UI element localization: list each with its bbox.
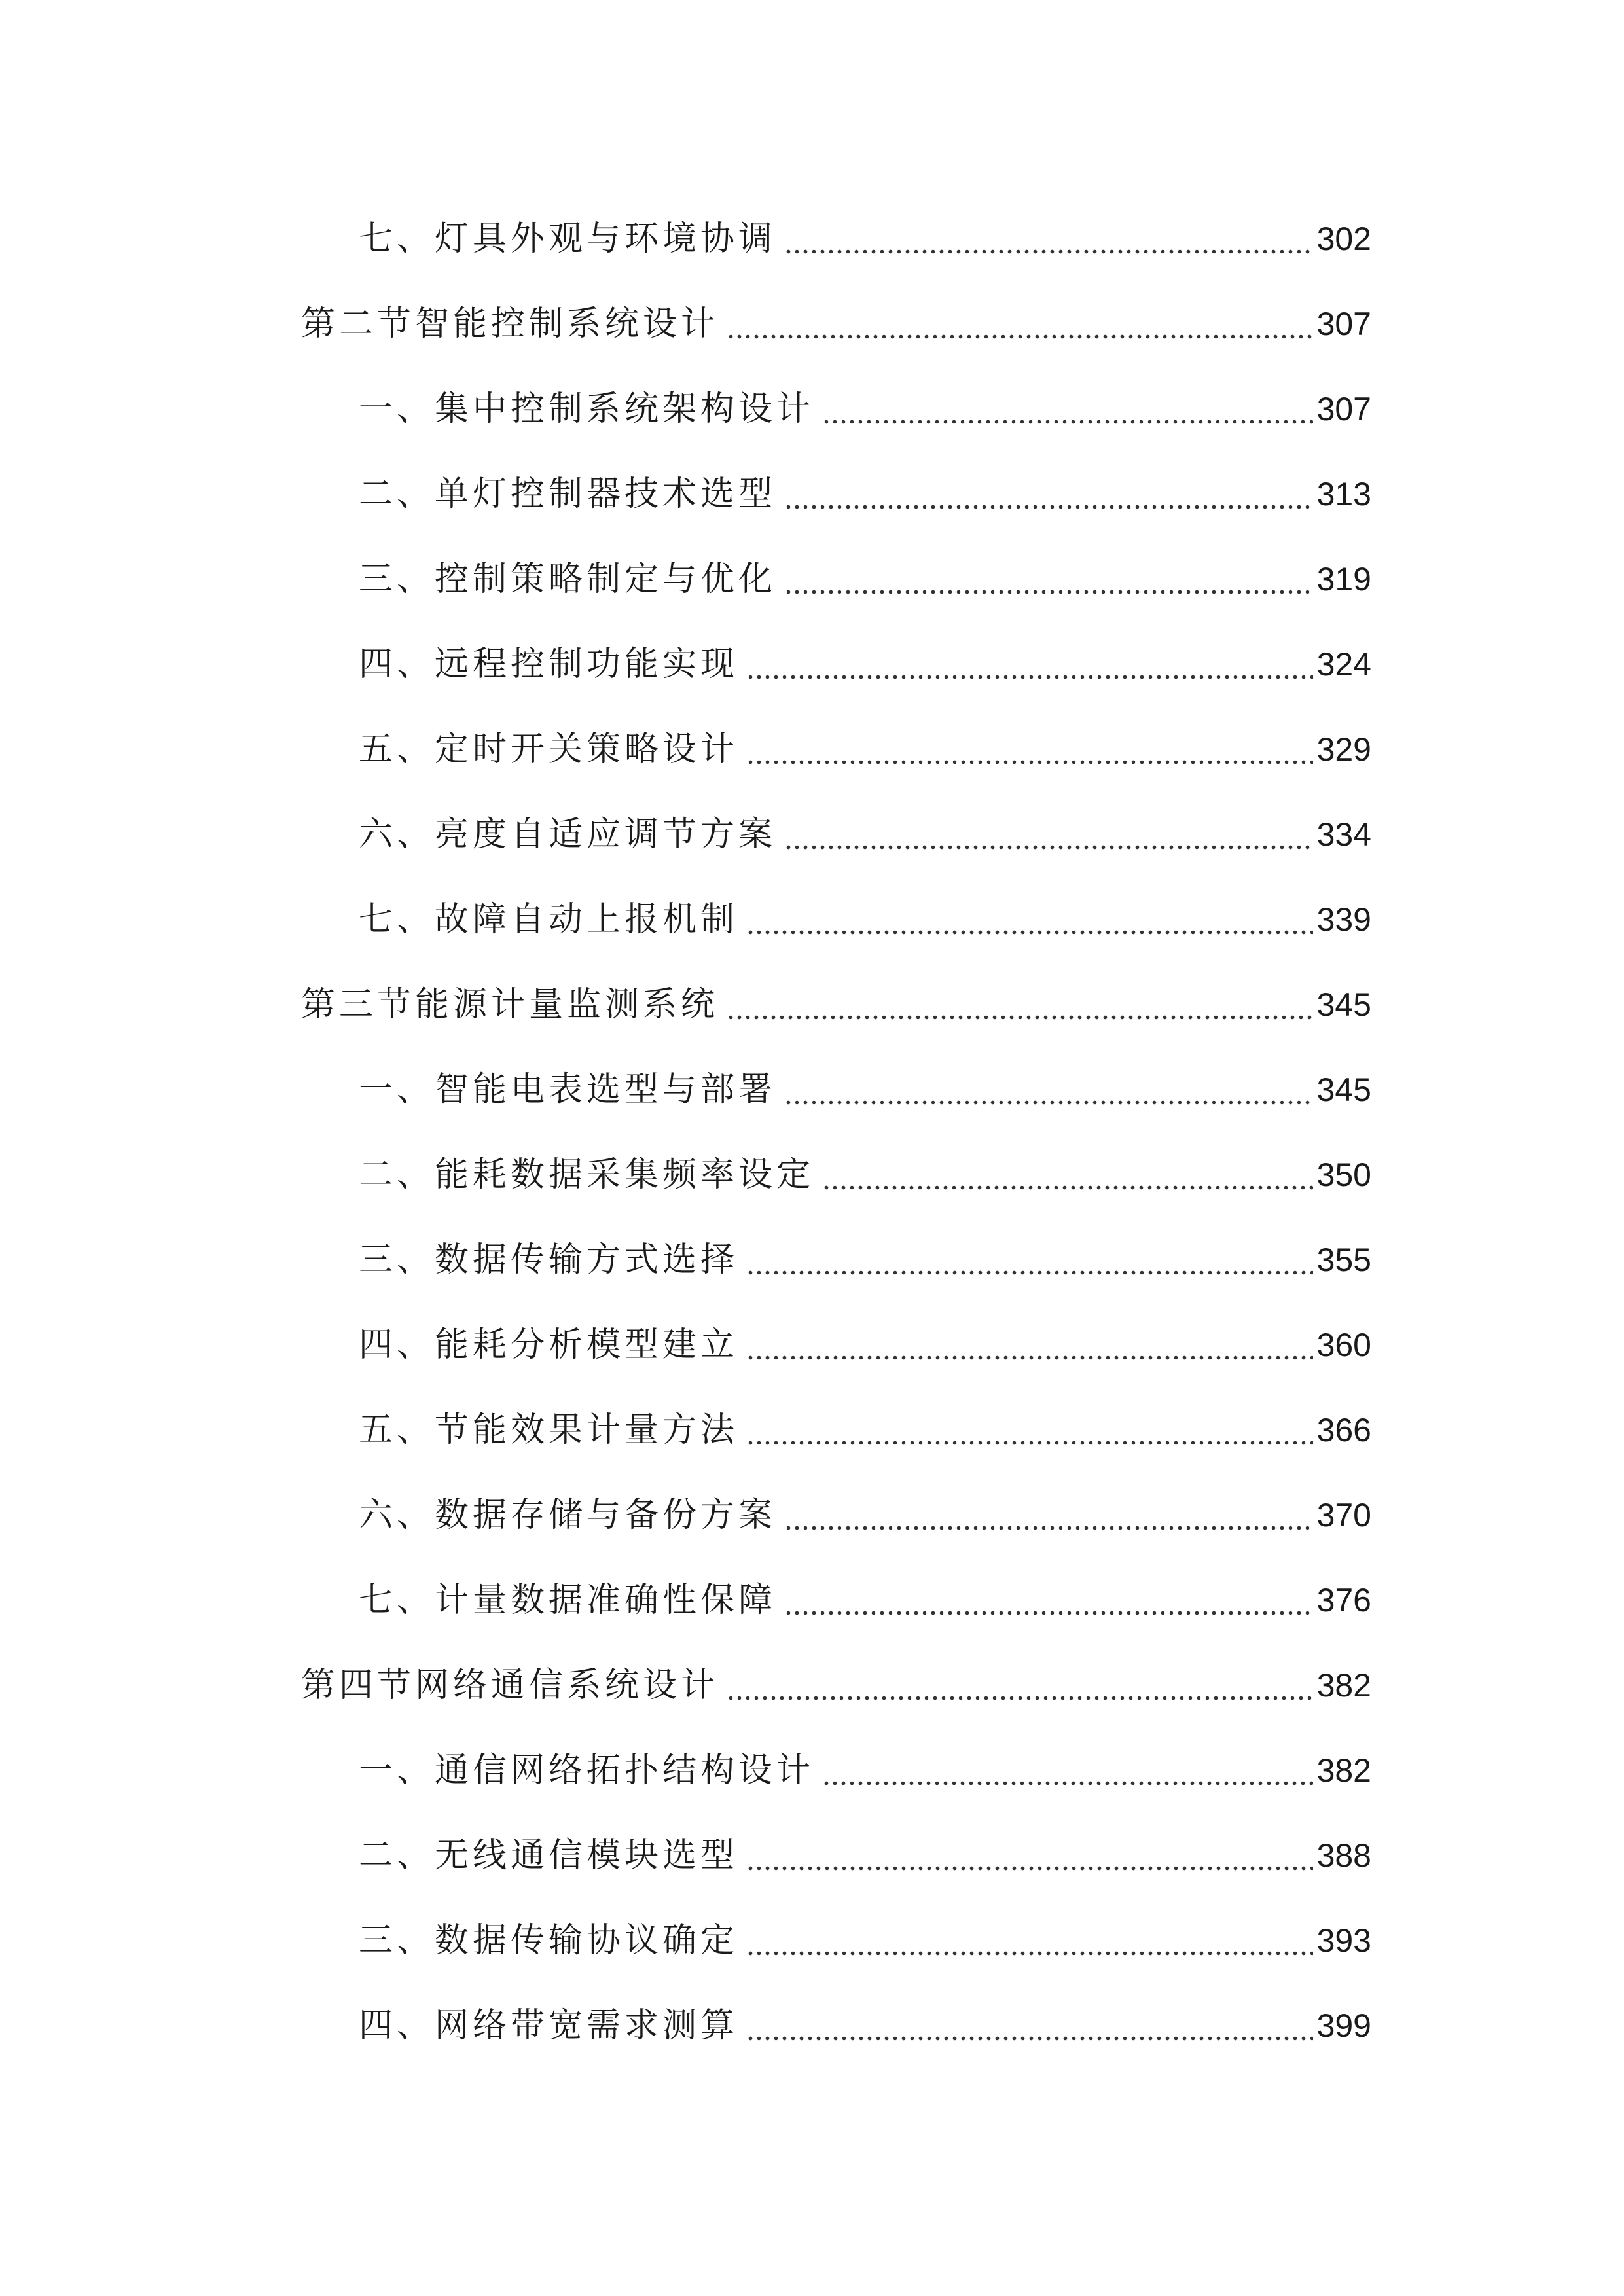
toc-entry-page: 313 bbox=[1316, 476, 1371, 512]
toc-entry-title: 七、计量数据准确性保障 bbox=[359, 1581, 777, 1620]
toc-entry[interactable] bbox=[359, 1813, 1371, 1898]
toc-section-title: 第三节能源计量监测系统 bbox=[301, 985, 719, 1024]
toc-section-page: 345 bbox=[1316, 986, 1371, 1023]
dot-leader bbox=[784, 817, 1313, 852]
toc-entry[interactable] bbox=[359, 1388, 1371, 1473]
dot-leader bbox=[727, 988, 1313, 1022]
toc-entry[interactable] bbox=[359, 877, 1371, 962]
toc-entry-page: 329 bbox=[1316, 731, 1371, 768]
dot-leader bbox=[746, 2009, 1313, 2043]
dot-leader bbox=[746, 1924, 1313, 1958]
dot-leader bbox=[784, 562, 1313, 596]
toc-entry-page: 345 bbox=[1316, 1071, 1371, 1108]
toc-entry[interactable] bbox=[359, 1473, 1371, 1558]
toc-entry-title: 二、单灯控制器技术选型 bbox=[359, 475, 777, 514]
toc-entry[interactable] bbox=[359, 1047, 1371, 1132]
dot-leader bbox=[822, 1753, 1313, 1787]
dot-leader bbox=[727, 1668, 1313, 1702]
toc-entry[interactable] bbox=[359, 196, 1371, 281]
toc-entry-page: 307 bbox=[1316, 391, 1371, 427]
toc-section-page: 307 bbox=[1316, 306, 1371, 342]
toc-entry-title: 三、控制策略制定与优化 bbox=[359, 560, 777, 599]
toc-entry[interactable] bbox=[359, 367, 1371, 452]
toc-entry-page: 334 bbox=[1316, 816, 1371, 853]
toc-section[interactable] bbox=[301, 1643, 1371, 1728]
toc-entry-title: 四、远程控制功能实现 bbox=[359, 645, 739, 684]
toc-entry-page: 360 bbox=[1316, 1327, 1371, 1363]
dot-leader bbox=[784, 222, 1313, 256]
dot-leader bbox=[746, 1328, 1313, 1362]
toc-entry-title: 三、数据传输协议确定 bbox=[359, 1921, 739, 1960]
toc-entry-title: 一、集中控制系统架构设计 bbox=[359, 389, 815, 429]
dot-leader bbox=[746, 1413, 1313, 1447]
dot-leader bbox=[784, 1583, 1313, 1617]
toc-entry-title: 四、网络带宽需求测算 bbox=[359, 2006, 739, 2045]
dot-leader bbox=[727, 307, 1313, 341]
toc-section-page: 382 bbox=[1316, 1667, 1371, 1704]
toc-section[interactable] bbox=[301, 281, 1371, 367]
toc-entry-page: 393 bbox=[1316, 1922, 1371, 1959]
toc-entry-page: 302 bbox=[1316, 221, 1371, 257]
dot-leader bbox=[746, 1839, 1313, 1873]
toc-entry-page: 376 bbox=[1316, 1582, 1371, 1619]
toc-entry[interactable] bbox=[359, 1132, 1371, 1217]
dot-leader bbox=[746, 732, 1313, 766]
dot-leader bbox=[822, 1158, 1313, 1192]
toc-entry-title: 三、数据传输方式选择 bbox=[359, 1240, 739, 1280]
toc-entry-title: 一、智能电表选型与部署 bbox=[359, 1070, 777, 1109]
toc-entry[interactable] bbox=[359, 1983, 1371, 2068]
toc-entry-page: 399 bbox=[1316, 2007, 1371, 2044]
toc-entry-page: 350 bbox=[1316, 1157, 1371, 1193]
toc-entry-page: 324 bbox=[1316, 646, 1371, 683]
toc-entry[interactable] bbox=[359, 622, 1371, 707]
toc-section-title: 第四节网络通信系统设计 bbox=[301, 1666, 719, 1705]
toc-entry[interactable] bbox=[359, 1898, 1371, 1983]
toc-entry-page: 339 bbox=[1316, 901, 1371, 938]
toc-entry-page: 382 bbox=[1316, 1752, 1371, 1789]
toc-entry-title: 二、无线通信模块选型 bbox=[359, 1836, 739, 1875]
toc-entry[interactable] bbox=[359, 707, 1371, 792]
toc-entry-title: 七、故障自动上报机制 bbox=[359, 900, 739, 939]
toc-entry-title: 六、亮度自适应调节方案 bbox=[359, 815, 777, 854]
toc-entry-page: 319 bbox=[1316, 561, 1371, 598]
toc-entry-page: 366 bbox=[1316, 1412, 1371, 1448]
toc-entry-title: 一、通信网络拓扑结构设计 bbox=[359, 1751, 815, 1790]
toc-entry[interactable] bbox=[359, 452, 1371, 537]
toc-entry-title: 五、定时开关策略设计 bbox=[359, 730, 739, 769]
toc-entry-page: 370 bbox=[1316, 1497, 1371, 1534]
toc-section[interactable] bbox=[301, 962, 1371, 1047]
toc-entry-title: 七、灯具外观与环境协调 bbox=[359, 219, 777, 259]
toc-entry[interactable] bbox=[359, 1217, 1371, 1302]
toc-entry[interactable] bbox=[359, 792, 1371, 877]
dot-leader bbox=[746, 903, 1313, 937]
toc-entry-title: 五、节能效果计量方法 bbox=[359, 1410, 739, 1450]
toc-entry-title: 四、能耗分析模型建立 bbox=[359, 1325, 739, 1365]
toc-entry[interactable] bbox=[359, 537, 1371, 622]
toc-entry[interactable] bbox=[359, 1728, 1371, 1813]
dot-leader bbox=[822, 392, 1313, 426]
toc-entry-title: 二、能耗数据采集频率设定 bbox=[359, 1155, 815, 1194]
dot-leader bbox=[746, 647, 1313, 681]
dot-leader bbox=[784, 1498, 1313, 1532]
dot-leader bbox=[784, 1073, 1313, 1107]
dot-leader bbox=[784, 477, 1313, 511]
toc-section-title: 第二节智能控制系统设计 bbox=[301, 304, 719, 344]
toc-entry[interactable] bbox=[359, 1302, 1371, 1388]
dot-leader bbox=[746, 1243, 1313, 1277]
toc-entry-page: 355 bbox=[1316, 1242, 1371, 1278]
toc-entry-title: 六、数据存储与备份方案 bbox=[359, 1496, 777, 1535]
toc-entry-page: 388 bbox=[1316, 1837, 1371, 1874]
toc-entry[interactable] bbox=[359, 1558, 1371, 1643]
